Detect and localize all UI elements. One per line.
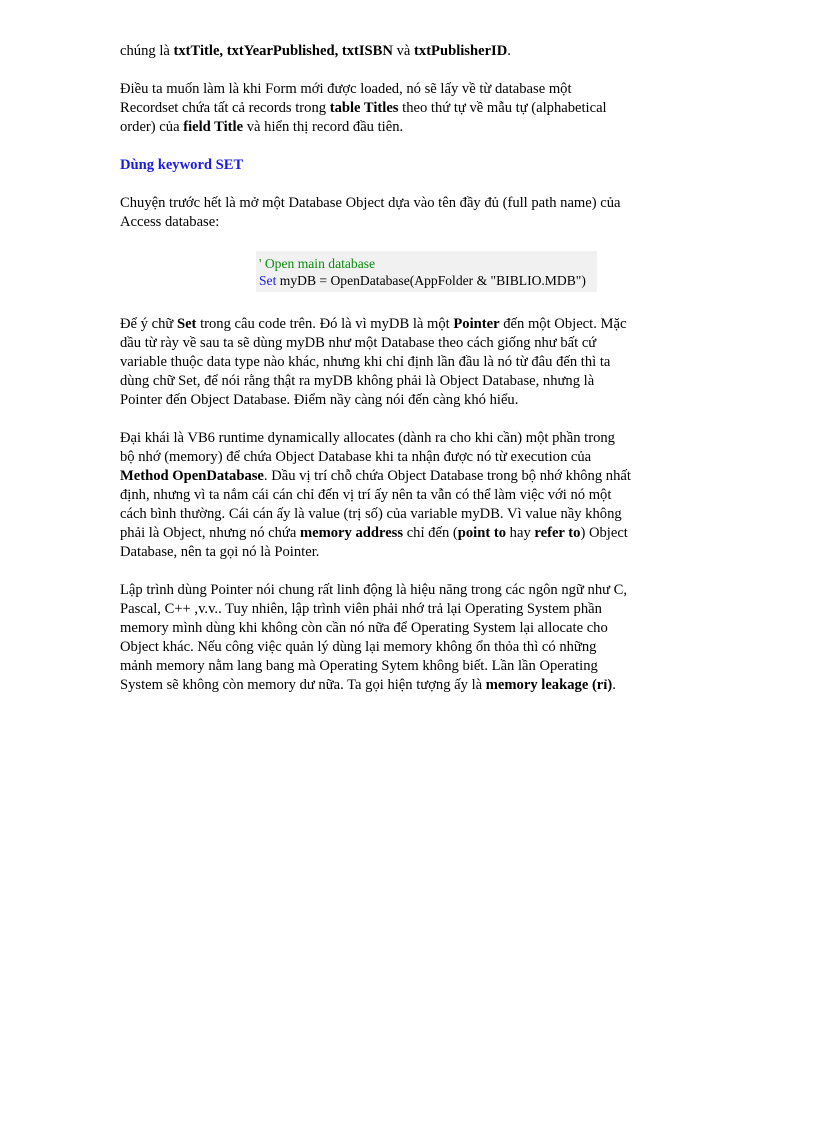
- text: System sẽ không còn memory dư nữa. Ta gọi hiện tượng ấy là: [120, 677, 486, 693]
- bold-text: txtPublisherID: [414, 43, 508, 59]
- paragraph-open-database: [120, 194, 660, 232]
- line: Điều ta muốn làm là khi Form mới được loaded, nó sẽ lấy về từ database một: [120, 81, 572, 97]
- line: [120, 467, 660, 486]
- text: chỉ đến (: [403, 525, 458, 541]
- text: .: [507, 43, 511, 59]
- section-heading: Dùng keyword SET: [120, 157, 244, 173]
- code-keyword: Set: [259, 273, 277, 288]
- line: [120, 524, 660, 543]
- paragraph-memory-leakage: [120, 581, 660, 695]
- line: [120, 676, 660, 695]
- line: dầu từ rày về sau ta sẽ dùng myDB như một Database theo cách giống như bất cứ: [120, 335, 597, 351]
- text: Để ý chữ: [120, 316, 177, 332]
- code-line: [259, 272, 597, 289]
- code-block: [256, 251, 597, 292]
- text: hay: [506, 525, 535, 541]
- text: và hiển thị record đầu tiên.: [243, 119, 404, 135]
- bold-text: memory leakage (rỉ): [485, 677, 613, 693]
- line: định, nhưng vì ta nắm cái cán chỉ đến vị trí ấy nên ta vẫn có thể làm việc với nó một: [120, 487, 612, 503]
- text: và: [392, 43, 415, 59]
- code-comment: ' Open main database: [259, 256, 376, 271]
- text: Recordset chứa tất cả records trong: [120, 100, 330, 116]
- line: mảnh memory nằm lang bang mà Operating Sytem không biết. Lần lần Operating: [120, 658, 598, 674]
- line: Access database:: [120, 214, 220, 230]
- line: memory mình dùng khi không còn cần nó nữa để Operating System lại allocate cho: [120, 620, 608, 636]
- text: đến một Object. Mặc: [499, 316, 627, 332]
- bold-text: Pointer: [453, 316, 500, 332]
- line: dùng chữ Set, để nói rằng thật ra myDB không phải là Object Database, nhưng là: [120, 373, 595, 389]
- line: Object khác. Nếu công việc quản lý dùng lại memory không ổn thỏa thì có những: [120, 639, 597, 655]
- text: ) Object: [580, 525, 628, 541]
- bold-text: memory address: [299, 525, 404, 541]
- text: chúng là: [120, 43, 174, 59]
- text: trong câu code trên. Đó là vì myDB là một: [196, 316, 454, 332]
- bold-text: Method OpenDatabase: [120, 468, 264, 484]
- line: Pascal, C++ ,v.v.. Tuy nhiên, lập trình viên phải nhớ trả lại Operating System phần: [120, 601, 602, 617]
- bold-text: table Titles: [329, 100, 399, 116]
- line: Lập trình dùng Pointer nói chung rất linh động là hiệu năng trong các ngôn ngữ như C,: [120, 582, 628, 598]
- text: .: [612, 677, 616, 693]
- text: . Dầu vị trí chỗ chứa Object Database trong bộ nhớ không nhất: [263, 468, 631, 484]
- line: [120, 118, 660, 137]
- bold-text: point to: [457, 525, 507, 541]
- code-text: myDB = OpenDatabase(AppFolder & "BIBLIO.MDB"): [276, 273, 586, 288]
- paragraph-set-pointer: [120, 315, 660, 410]
- text: order) của: [120, 119, 184, 135]
- line: Đại khái là VB6 runtime dynamically allocates (dành ra cho khi cần) một phần trong: [120, 430, 615, 446]
- paragraph-runtime-allocation: [120, 429, 660, 562]
- paragraph-textbox-names: [120, 42, 660, 61]
- line: [120, 315, 660, 334]
- line: variable thuộc data type nào khác, nhưng khi chỉ định lần đầu là nó từ đâu đến thì ta: [120, 354, 611, 370]
- bold-text: field Title: [183, 119, 244, 135]
- bold-text: Set: [176, 316, 197, 332]
- line: [120, 42, 660, 61]
- line: Pointer đến Object Database. Điểm nầy càng nói đến càng khó hiểu.: [120, 392, 519, 408]
- bold-text: txtTitle, txtYearPublished, txtISBN: [173, 43, 393, 59]
- line: Database, nên ta gọi nó là Pointer.: [120, 544, 320, 560]
- text: theo thứ tự về mẫu tự (alphabetical: [398, 100, 607, 116]
- line: Chuyện trước hết là mở một Database Object dựa vào tên đầy đủ (full path name) của: [120, 195, 621, 211]
- line: cách bình thường. Cái cán ấy là value (trị số) của variable myDB. Vì value nầy không: [120, 506, 622, 522]
- document-page: [120, 42, 660, 714]
- line: bộ nhớ (memory) để chứa Object Database khi ta nhận được nó từ execution của: [120, 449, 592, 465]
- text: phải là Object, nhưng nó chứa: [120, 525, 300, 541]
- line: [120, 99, 660, 118]
- bold-text: refer to: [534, 525, 581, 541]
- paragraph-form-loaded: [120, 80, 660, 137]
